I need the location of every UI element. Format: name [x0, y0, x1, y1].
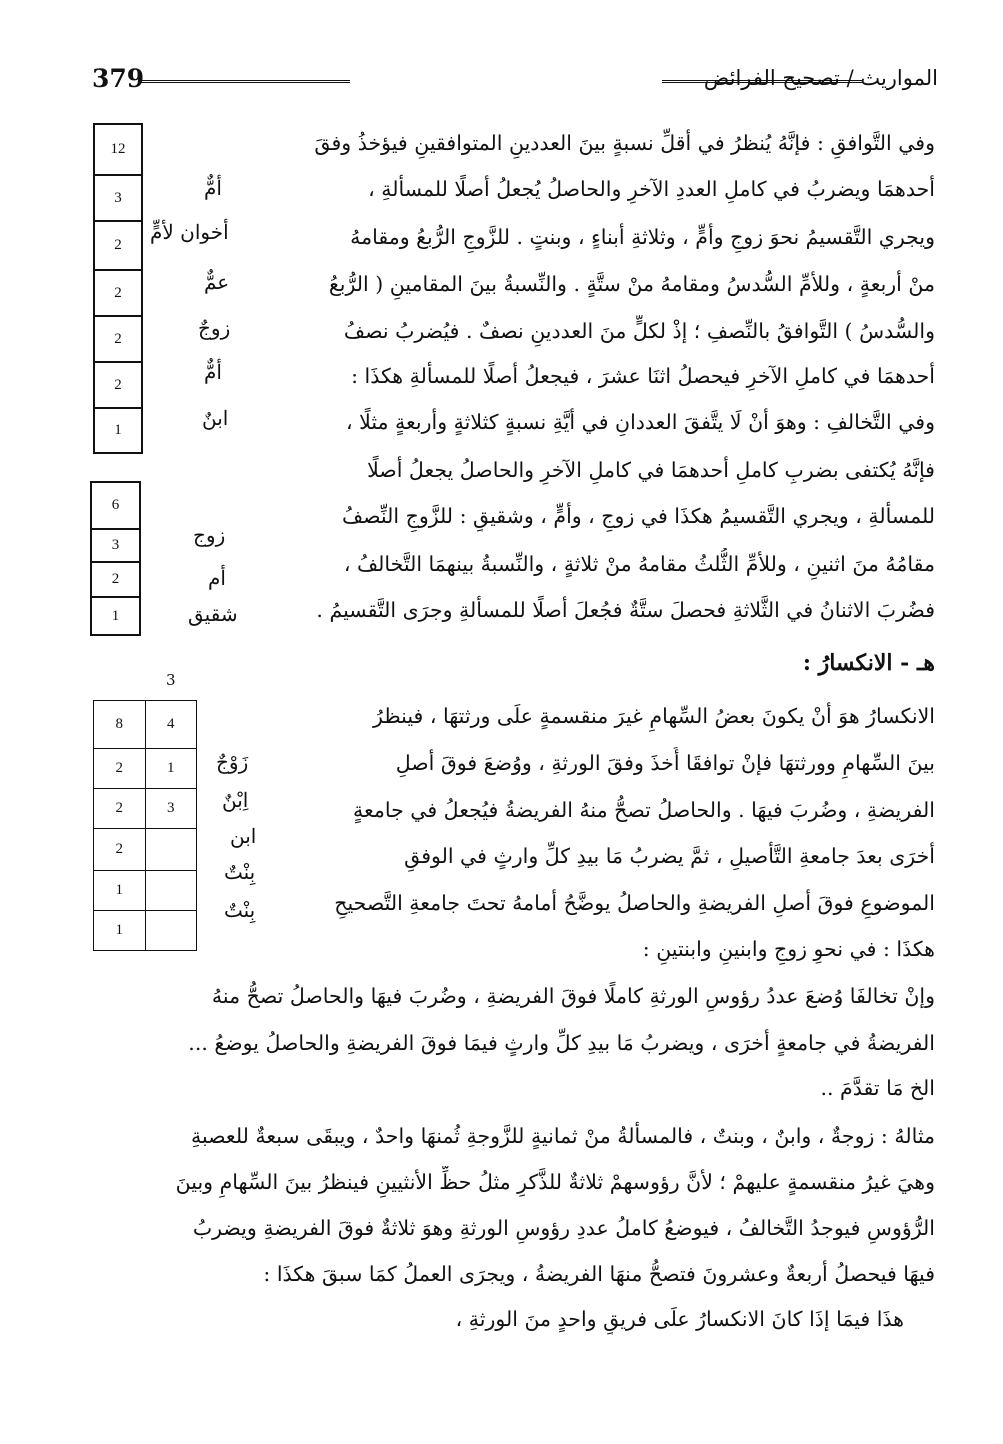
- heir-label: أمٌّ: [204, 176, 222, 200]
- table-cell: 1: [145, 749, 197, 789]
- text-line: الفريضةُ في جامعةٍ أخرَى ، ويضربُ مَا بيدِ كلِّ وارثٍ فيمَا فوقَ الفريضةِ والحاصلُ يوضعُ ...: [188, 1031, 935, 1055]
- text-line: بينَ السِّهامِ وورثتهَا فإنْ توافقَا أُخذَ وفقَ الورثةِ ، ووُضعَ فوقَ أصلِ: [395, 751, 935, 775]
- section-heading: هـ - الانكسارُ :: [802, 650, 935, 676]
- table-cell: 1: [94, 911, 146, 951]
- heir-label: ابن: [230, 824, 257, 848]
- table-inkisar: [93, 700, 197, 951]
- text-line: أحدهمَا ويضربُ في كاملِ العددِ الآخرِ والحاصلُ يُجعلُ أصلًا للمسألةِ ،: [368, 177, 935, 201]
- text-line: وإنْ تخالفَا وُضعَ عددُ رؤوسِ الورثةِ كاملًا فوقَ الفريضةِ ، وضُربَ فيهَا والحاصلُ تصحُّ منهُ: [211, 984, 935, 1008]
- table-cell: 4: [145, 701, 197, 749]
- text-line: وفي التَّوافقِ : فإنَّهُ يُنظرُ في أقلِّ نسبةٍ بينَ العددينِ المتوافقينِ فيؤخذُ وفقَ: [314, 131, 935, 155]
- table-cell: 8: [94, 701, 146, 749]
- heir-label: زَوْجٌ: [216, 750, 249, 774]
- multiplier-label: 3: [166, 671, 176, 689]
- table-cell: 1: [94, 871, 146, 911]
- table-cell: 12: [94, 124, 142, 175]
- text-line: والسُّدسُ ) التَّوافقُ بالنِّصفِ ؛ إذْ لكلٍّ منَ العددينِ نصفٌ . فيُضربُ نصفُ: [343, 319, 935, 343]
- heir-label: ابنٌ: [202, 406, 229, 430]
- table-cell: 1: [94, 408, 142, 453]
- heir-label: أم: [208, 566, 226, 590]
- table-cell: 2: [94, 789, 146, 829]
- text-line: هكذَا : في نحوِ زوجٍ وابنينِ وابنتينِ :: [642, 937, 935, 961]
- text-line: منْ أربعةٍ ، وللأمِّ السُّدسُ ومقامهُ منْ ستَّةٍ . والنِّسبةُ بينَ المقامينِ ( الرُّبعُ: [328, 272, 935, 296]
- table-cell: 2: [94, 829, 146, 871]
- text-line: أخرَى بعدَ جامعةِ التَّأصيلِ ، ثمَّ يضربُ مَا بيدِ كلِّ وارثٍ في الوفقِ: [404, 844, 935, 868]
- heir-label: أمٌّ: [204, 360, 222, 384]
- text-line: للمسألةِ ، ويجري التَّقسيمُ هكذَا في زوجٍ ، وأمٍّ ، وشقيقٍ : للزَّوجِ النِّصفُ: [341, 504, 935, 528]
- text-line: الخ مَا تقدَّمَ ..: [820, 1076, 935, 1100]
- text-line: الفريضةِ ، وضُربَ فيهَا . والحاصلُ تصحُّ منهُ الفريضةُ فيُجعلُ في جامعةٍ: [352, 798, 935, 822]
- table-cell: 2: [94, 749, 146, 789]
- text-line: وهيَ غيرُ منقسمةٍ عليهمْ ؛ لأنَّ رؤوسهمْ ثلاثةٌ للذَّكرِ مثلُ حظِّ الأنثيينِ فينظرُ بينَ السِّهامِ وبينَ: [175, 1170, 935, 1194]
- heir-label: شقيق: [188, 602, 238, 626]
- text-line: الرُّؤوسِ فيوجدُ التَّخالفُ ، فيوضعُ كاملُ عددِ رؤوسِ الورثةِ وهوَ ثلاثةٌ فوقَ الفريضةِ ويضربُ: [192, 1216, 935, 1240]
- text-line: فيهَا فيحصلُ أربعةٌ وعشرونَ فتصحُّ منهَا الفريضةُ ، ويجرَى العملُ كمَا سبقَ هكذَا :: [263, 1262, 935, 1286]
- heir-label: بِنْتٌ: [224, 860, 256, 884]
- table-cell: 2: [91, 562, 140, 597]
- text-line: وفي التَّخالفِ : وهوَ أنْ لَا يتَّفقَ العددانِ في أيَّةِ نسبةٍ كثلاثةٍ وأربعةٍ مثلًا ،: [346, 410, 935, 434]
- table-cell: 3: [94, 175, 142, 221]
- table-tawafuq: [93, 123, 143, 454]
- running-title: المواريث / تصحيح الفرائض: [703, 66, 938, 90]
- text-line: فإنَّهُ يُكتفى بضربِ كاملِ أحدهمَا في كاملِ الآخرِ والحاصلُ يجعلُ أصلًا: [367, 458, 935, 482]
- table-cell: 2: [94, 362, 142, 408]
- table-cell: 6: [91, 482, 140, 529]
- header-rule-left: [140, 80, 350, 83]
- table-cell: 1: [91, 597, 140, 635]
- text-line: مقامُهُ منَ اثنينِ ، وللأمِّ الثُّلثُ مقامهُ منْ ثلاثةٍ ، والنِّسبةُ بينهمَا التَّخالفُ ،: [343, 552, 935, 576]
- text-line: هذَا فيمَا إذَا كانَ الانكسارُ علَى فريقٍ واحدٍ منَ الورثةِ ،: [455, 1307, 904, 1331]
- table-cell: 3: [91, 529, 140, 562]
- text-line: أحدهمَا في كاملِ الآخرِ فيحصلُ اثنَا عشرَ ، فيجعلُ أصلًا للمسألةِ هكذَا :: [351, 364, 935, 388]
- heir-label: أخوان لأمٍّ: [150, 220, 229, 244]
- table-cell: [145, 911, 197, 951]
- table-cell: [145, 829, 197, 871]
- heir-label: اِبْنٌ: [222, 788, 249, 812]
- table-cell: 2: [94, 270, 142, 316]
- text-line: فضُربَ الاثنانُ في الثَّلاثةِ فحصلَ ستَّةٌ فجُعلَ أصلًا للمسألةِ وجرَى التَّقسيمُ .: [316, 598, 935, 622]
- table-cell: 2: [94, 316, 142, 362]
- text-line: الانكسارُ هوَ أنْ يكونَ بعضُ السِّهامِ غيرَ منقسمةٍ علَى ورثتهَا ، فينظرُ: [373, 704, 935, 728]
- text-line: مثالهُ : زوجةٌ ، وابنٌ ، وبنتٌ ، فالمسألةُ منْ ثمانيةٍ للزَّوجةِ ثُمنهَا واحدٌ ، ويبقَى سبعةٌ للعصبةِ: [190, 1124, 935, 1148]
- heir-label: بِنْتٌ: [224, 898, 256, 922]
- heir-label: عمٌّ: [204, 270, 230, 294]
- page-number: 379: [92, 64, 145, 93]
- table-cell: 3: [145, 789, 197, 829]
- heir-label: زوجٌ: [198, 316, 231, 340]
- text-line: ويجري التَّقسيمُ نحوَ زوجٍ وأمٍّ ، وثلاثةِ أبناءٍ ، وبنتٍ . للزَّوجِ الرُّبعُ ومقامهُ: [350, 225, 935, 249]
- text-line: الموضوعِ فوقَ أصلِ الفريضةِ والحاصلُ يوضَّحُ أمامهُ تحتَ جامعةِ التَّصحيحِ: [334, 891, 935, 915]
- table-cell: 2: [94, 221, 142, 270]
- table-takhaluf: [90, 481, 141, 636]
- table-cell: [145, 871, 197, 911]
- heir-label: زوج: [193, 523, 226, 547]
